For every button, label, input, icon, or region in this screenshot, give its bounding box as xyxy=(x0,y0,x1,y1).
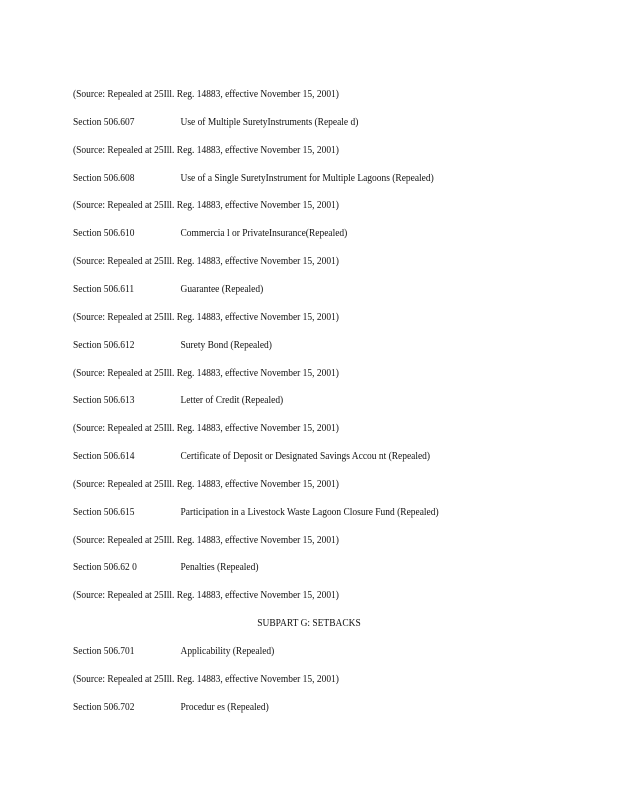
section-title: Letter of Credit (Repealed) xyxy=(180,394,284,406)
section-title: Surety Bond (Repealed) xyxy=(180,339,272,351)
subpart-heading: SUBPART G: SETBACKS xyxy=(257,617,361,629)
section-title: Penalties (Repealed) xyxy=(180,561,259,573)
section-title: Certificate of Deposit or Designated Savings Accou nt (Repealed) xyxy=(180,450,431,462)
source-note: (Source: Repealed at 25Ill. Reg. 14883, effective November 15, 2001) xyxy=(73,589,339,601)
source-note: (Source: Repealed at 25Ill. Reg. 14883, effective November 15, 2001) xyxy=(73,255,339,267)
source-note: (Source: Repealed at 25Ill. Reg. 14883, effective November 15, 2001) xyxy=(73,88,339,100)
section-title: Guarantee (Repealed) xyxy=(180,283,264,295)
section-number: Section 506.62 0 xyxy=(73,561,137,573)
section-number: Section 506.611 xyxy=(73,283,135,295)
source-note: (Source: Repealed at 25Ill. Reg. 14883, effective November 15, 2001) xyxy=(73,673,339,685)
section-number: Section 506.615 xyxy=(73,506,135,518)
source-note: (Source: Repealed at 25Ill. Reg. 14883, effective November 15, 2001) xyxy=(73,534,339,546)
section-title: Use of Multiple SuretyInstruments (Repeale d) xyxy=(180,116,359,128)
source-note: (Source: Repealed at 25Ill. Reg. 14883, effective November 15, 2001) xyxy=(73,144,339,156)
section-number: Section 506.607 xyxy=(73,116,135,128)
source-note: (Source: Repealed at 25Ill. Reg. 14883, effective November 15, 2001) xyxy=(73,199,339,211)
section-number: Section 506.610 xyxy=(73,227,135,239)
section-number: Section 506.608 xyxy=(73,172,135,184)
source-note: (Source: Repealed at 25Ill. Reg. 14883, effective November 15, 2001) xyxy=(73,311,339,323)
section-number: Section 506.702 xyxy=(73,701,135,713)
section-number: Section 506.613 xyxy=(73,394,135,406)
section-number: Section 506.614 xyxy=(73,450,135,462)
section-title: Commercia l or PrivateInsurance(Repealed) xyxy=(180,227,348,239)
source-note: (Source: Repealed at 25Ill. Reg. 14883, effective November 15, 2001) xyxy=(73,422,339,434)
section-title: Participation in a Livestock Waste Lagoon Closure Fund (Repealed) xyxy=(180,506,439,518)
section-title: Use of a Single SuretyInstrument for Multiple Lagoons (Repealed) xyxy=(180,172,434,184)
section-number: Section 506.612 xyxy=(73,339,135,351)
section-title: Procedur es (Repealed) xyxy=(180,701,269,713)
section-title: Applicability (Repealed) xyxy=(180,645,275,657)
section-number: Section 506.701 xyxy=(73,645,135,657)
source-note: (Source: Repealed at 25Ill. Reg. 14883, effective November 15, 2001) xyxy=(73,478,339,490)
source-note: (Source: Repealed at 25Ill. Reg. 14883, effective November 15, 2001) xyxy=(73,367,339,379)
